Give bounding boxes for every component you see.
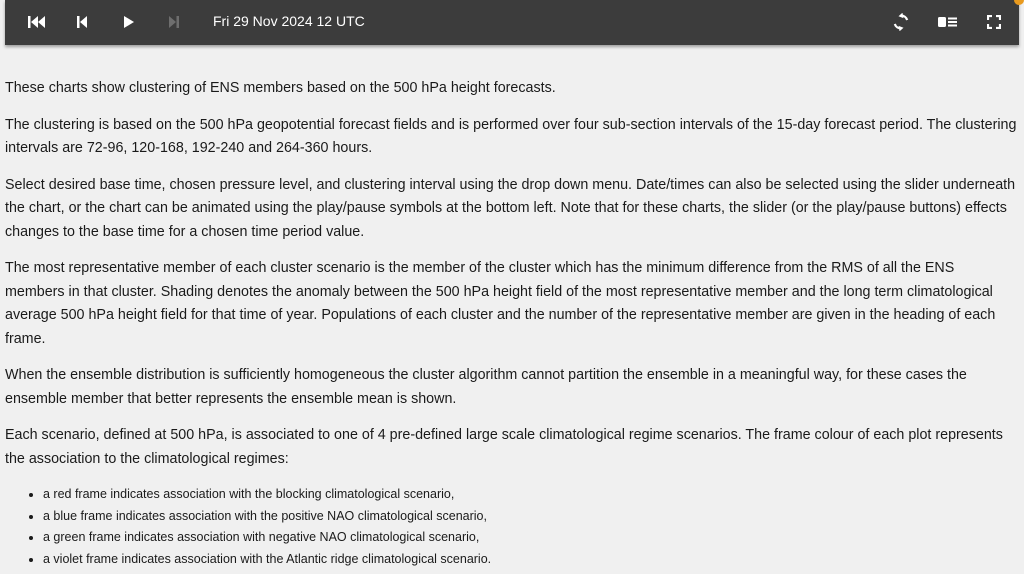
step-forward-button[interactable] <box>158 0 190 43</box>
regime-color-list <box>5 484 1017 570</box>
fullscreen-icon <box>987 15 1001 29</box>
legend-toggle-button[interactable] <box>932 0 964 43</box>
list-item: • a violet frame indicates association with the Atlantic ridge climatological scenario. <box>43 549 1017 571</box>
base-time-label: Fri 29 Nov 2024 12 UTC <box>213 13 365 29</box>
paragraph: The clustering is based on the 500 hPa geopotential forecast fields and is performed over four sub-section intervals of the 15-day forecast period. The clustering intervals are 72-96, 120-168, 192-240 and 264-360 hours. <box>5 116 1017 156</box>
legend-toggle-icon <box>938 16 958 28</box>
step-forward-icon <box>167 15 181 29</box>
refresh-icon <box>892 13 910 31</box>
step-back-icon <box>75 15 89 29</box>
skip-to-start-icon <box>28 15 46 29</box>
paragraph: Select desired base time, chosen pressure level, and clustering interval using the drop down menu. Date/times can also be selected using the slider underneath the chart, or the chart can be animated using the play/pause symbols at the bottom left. Note that for these charts, the slider (or the play/pause buttons) effects changes to the base time for a chosen time period value. <box>5 176 1016 240</box>
player-toolbar <box>5 0 1019 45</box>
paragraph: The most representative member of each cluster scenario is the member of the cluster which has the minimum difference from the RMS of all the ENS members in that cluster. Shading denotes the anomaly between the 500 hPa height field of the most representative member and the long term climatological average 500 hPa height field for that time of year. Populations of each cluster and the number of the representative member are given in the heading of each frame. <box>5 260 996 347</box>
paragraph: Each scenario, defined at 500 hPa, is associated to one of 4 pre-defined large scale climatological regime scenarios. The frame colour of each plot represents the association to the climatological regimes: <box>5 427 1003 467</box>
play-icon <box>122 15 136 29</box>
list-item: • a green frame indicates association with negative NAO climatological scenario, <box>43 527 1017 549</box>
notification-dot <box>1014 0 1024 5</box>
paragraph: These charts show clustering of ENS members based on the 500 hPa height forecasts. <box>5 80 556 96</box>
list-item: • a red frame indicates association with the blocking climatological scenario, <box>43 484 1017 506</box>
chart-description <box>5 77 1017 570</box>
step-back-button[interactable] <box>66 0 98 43</box>
play-button[interactable] <box>113 0 145 43</box>
refresh-button[interactable] <box>885 0 917 43</box>
fullscreen-button[interactable] <box>978 0 1010 43</box>
skip-to-start-button[interactable] <box>21 0 53 43</box>
list-item: • a blue frame indicates association with the positive NAO climatological scenario, <box>43 506 1017 528</box>
paragraph: When the ensemble distribution is sufficiently homogeneous the cluster algorithm cannot partition the ensemble in a meaningful way, for these cases the ensemble member that better represents the ensemble mean is shown. <box>5 367 967 407</box>
